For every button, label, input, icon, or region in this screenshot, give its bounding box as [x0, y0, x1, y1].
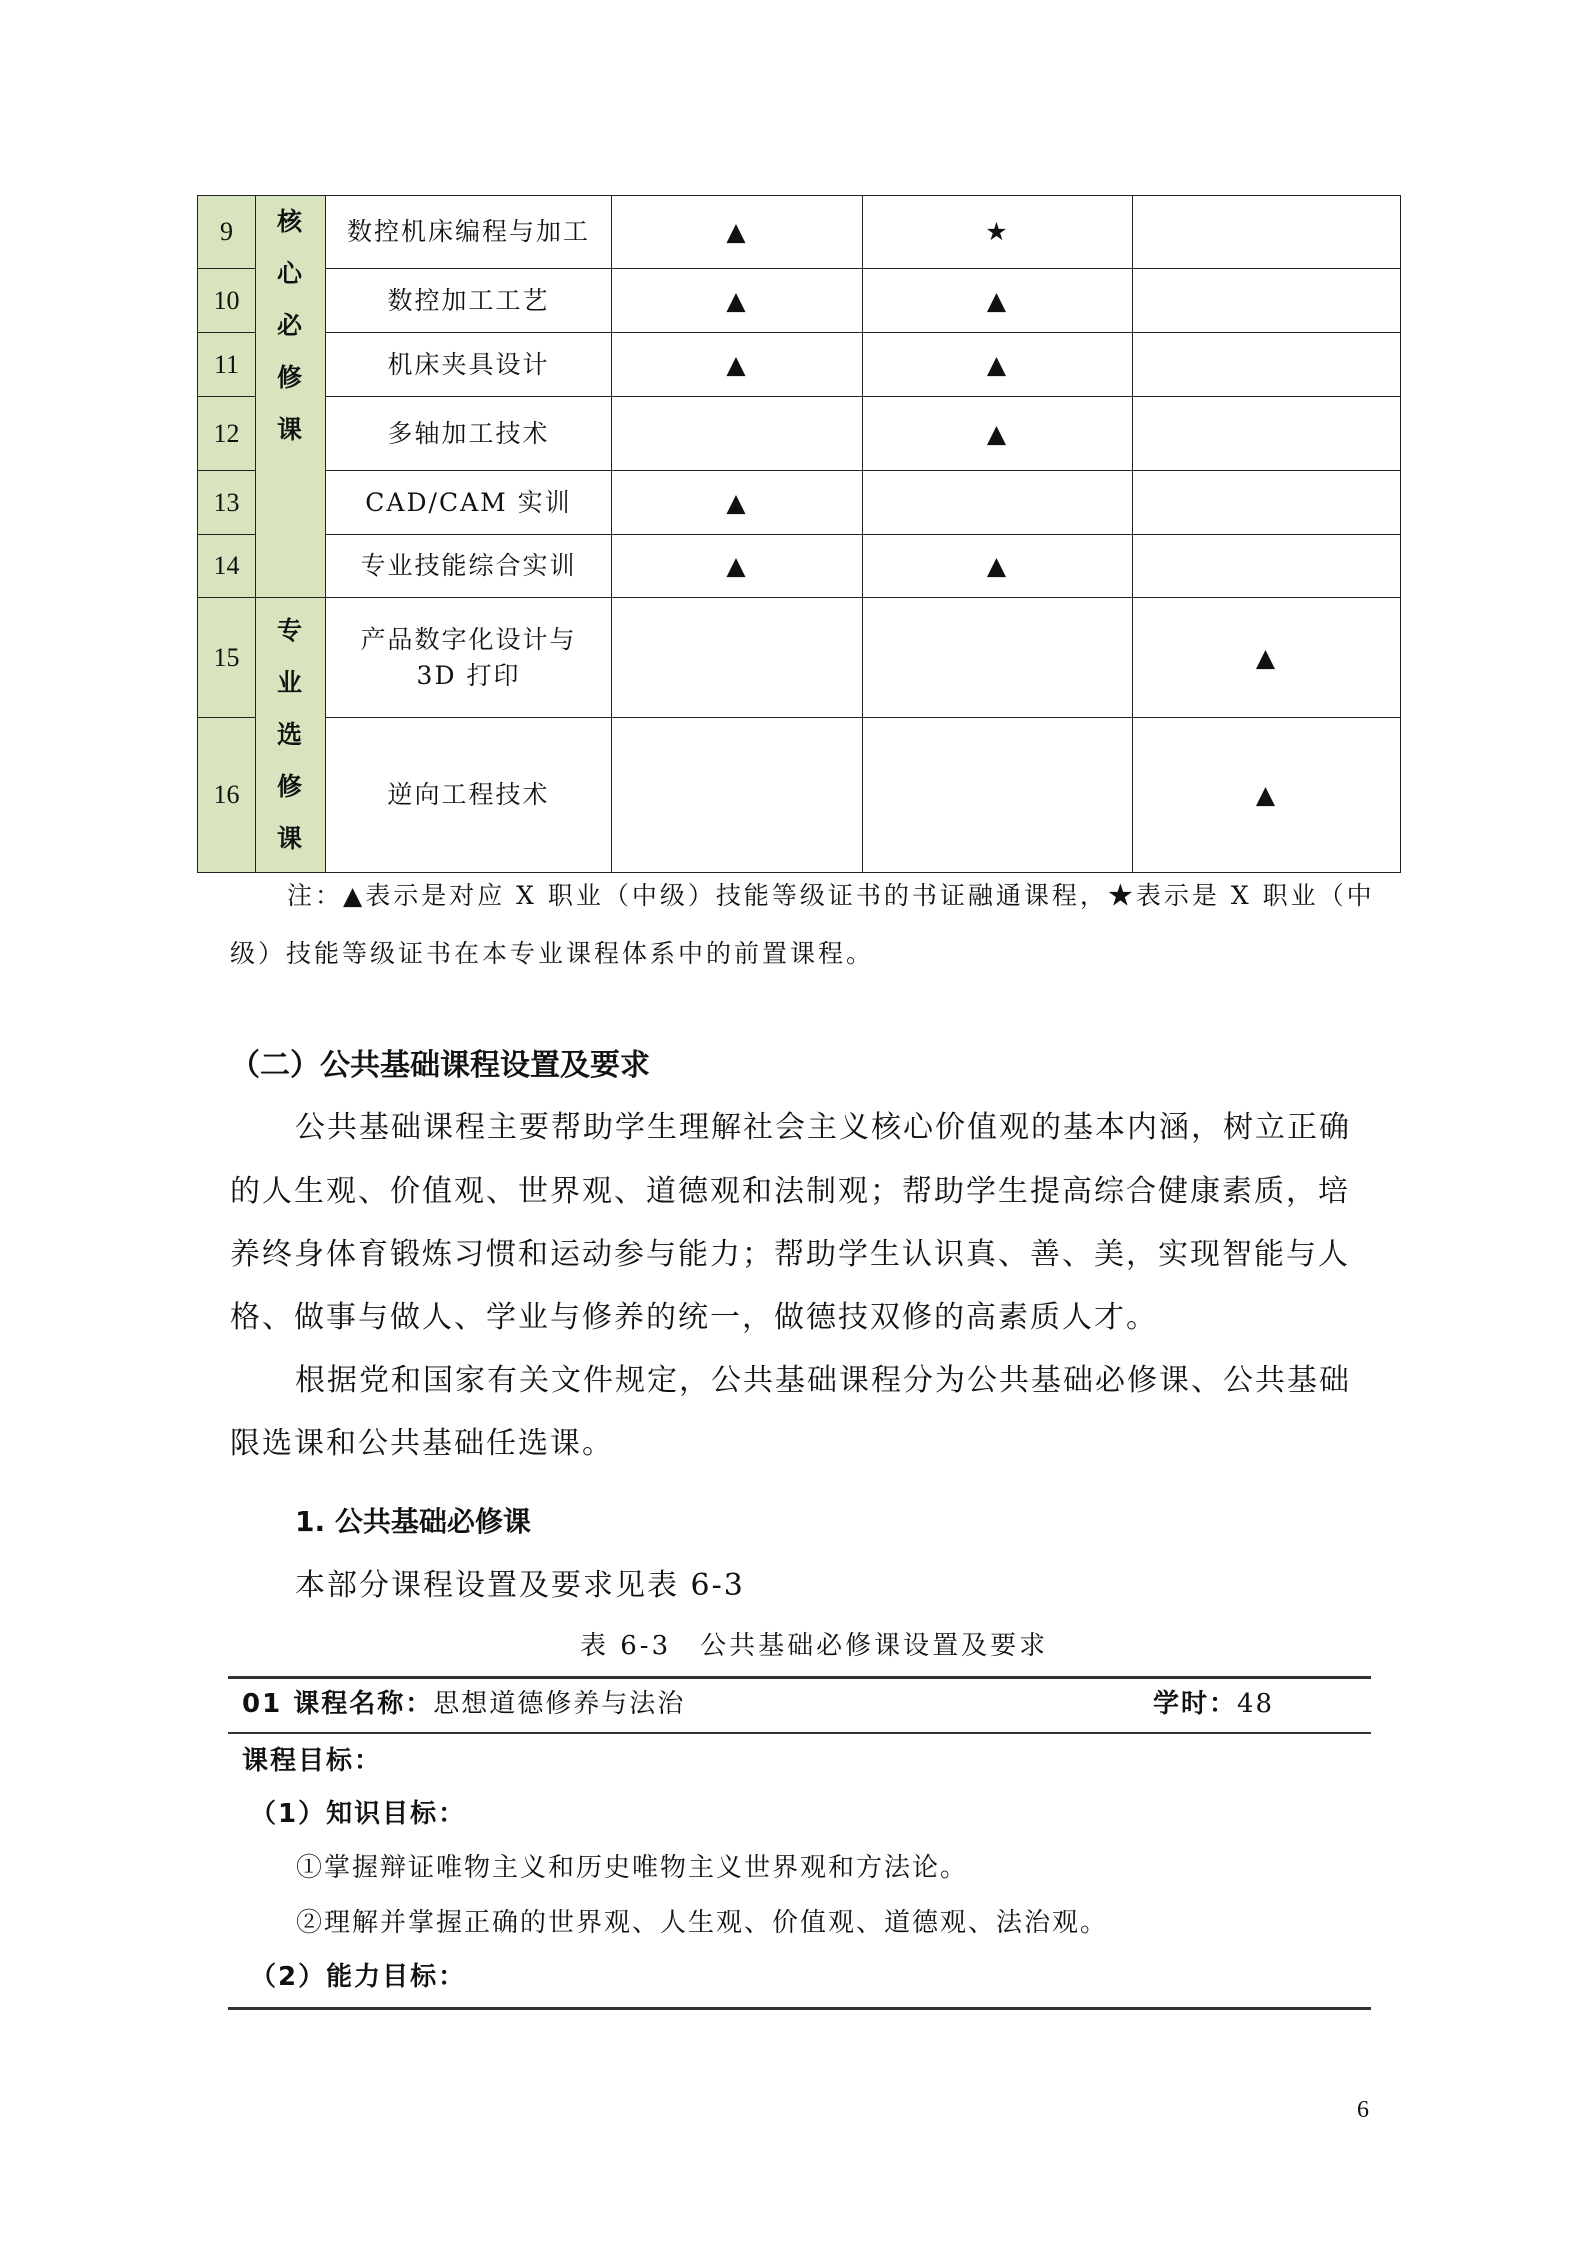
mark-cell [1133, 196, 1401, 269]
category-core-cell [256, 196, 326, 598]
category-char: 心 [276, 259, 304, 288]
category-char: 修 [276, 363, 304, 392]
category-char: 业 [276, 668, 304, 697]
row-number: 15 [198, 598, 256, 718]
top-rule [228, 1676, 1371, 1679]
goals-label: 课程目标： [242, 1746, 383, 1776]
mark-cell: ▲ [612, 269, 863, 333]
mark-cell: ▲ [863, 269, 1133, 333]
category-char: 核 [276, 207, 304, 236]
mark-cell [863, 718, 1133, 873]
course-name-value: 思想道德修养与法治 [433, 1689, 686, 1719]
page-number: 6 [1357, 2097, 1369, 2123]
paragraph-line: 的人生观、价值观、世界观、道德观和法制观；帮助学生提高综合健康素质，培 [230, 1174, 1350, 1209]
course-name: 多轴加工技术 [326, 397, 612, 471]
table-row [198, 397, 1401, 471]
hours-label: 学时： [1153, 1689, 1238, 1719]
course-name-label: 01 课程名称： [242, 1689, 434, 1719]
category-char: 必 [276, 311, 304, 340]
mark-cell: ▲ [863, 397, 1133, 471]
table-row [198, 535, 1401, 598]
paragraph-line: 养终身体育锻炼习惯和运动参与能力；帮助学生认识真、善、美，实现智能与人 [230, 1237, 1350, 1272]
row-number: 12 [198, 397, 256, 471]
course-table [197, 195, 1401, 873]
mark-cell [612, 718, 863, 873]
table-row [198, 269, 1401, 333]
row-number: 14 [198, 535, 256, 598]
mark-cell: ▲ [1133, 718, 1401, 873]
knowledge-goals-label: （1）知识目标： [250, 1799, 467, 1829]
course-name: CAD/CAM 实训 [326, 471, 612, 535]
mark-cell: ▲ [612, 196, 863, 269]
table-note-line2: 级）技能等级证书在本专业课程体系中的前置课程。 [230, 939, 875, 968]
category-char: 选 [276, 720, 304, 749]
row-number: 10 [198, 269, 256, 333]
table-row [198, 196, 1401, 269]
table-caption: 表 6-3 公共基础必修课设置及要求 [580, 1631, 1049, 1661]
course-name-line: 3D 打印 [416, 660, 521, 690]
course-name: 专业技能综合实训 [326, 535, 612, 598]
mark-cell: ★ [863, 196, 1133, 269]
category-elective-cell [256, 598, 326, 873]
mark-cell [1133, 333, 1401, 397]
course-name: 机床夹具设计 [326, 333, 612, 397]
row-number: 11 [198, 333, 256, 397]
table-note-line1: 注：▲表示是对应 X 职业（中级）技能等级证书的书证融通课程，★表示是 X 职业（中 [287, 881, 1375, 910]
subheading: 1. 公共基础必修课 [295, 1505, 531, 1538]
mark-cell [1133, 397, 1401, 471]
mark-cell [612, 598, 863, 718]
mark-cell: ▲ [612, 333, 863, 397]
ability-goals-label: （2）能力目标： [250, 1962, 467, 1992]
paragraph-line: 公共基础课程主要帮助学生理解社会主义核心价值观的基本内涵，树立正确 [295, 1110, 1351, 1145]
mark-cell: ▲ [863, 535, 1133, 598]
row-number: 13 [198, 471, 256, 535]
mark-cell [612, 397, 863, 471]
category-char: 专 [276, 616, 304, 645]
knowledge-item: ②理解并掌握正确的世界观、人生观、价值观、道德观、法治观。 [296, 1908, 1109, 1938]
table-row [198, 471, 1401, 535]
mark-cell [1133, 471, 1401, 535]
table-row [198, 333, 1401, 397]
mark-cell: ▲ [1133, 598, 1401, 718]
category-char: 修 [276, 772, 304, 801]
bottom-rule [228, 2007, 1371, 2010]
course-name: 数控加工工艺 [326, 269, 612, 333]
mark-cell: ▲ [612, 471, 863, 535]
mark-cell: ▲ [612, 535, 863, 598]
course-name [326, 598, 612, 718]
course-name-row [242, 1683, 685, 1720]
row-number: 16 [198, 718, 256, 873]
paragraph-line: 格、做事与做人、学业与修养的统一，做德技双修的高素质人才。 [230, 1300, 1158, 1335]
knowledge-item: ①掌握辩证唯物主义和历史唯物主义世界观和方法论。 [296, 1853, 969, 1883]
mark-cell [863, 598, 1133, 718]
course-name-line: 产品数字化设计与 [360, 624, 577, 654]
category-char: 课 [276, 415, 304, 444]
paragraph-line: 限选课和公共基础任选课。 [230, 1426, 614, 1461]
section-heading: （二）公共基础课程设置及要求 [230, 1048, 650, 1083]
hours-row [1153, 1683, 1274, 1720]
paragraph-line: 根据党和国家有关文件规定，公共基础课程分为公共基础必修课、公共基础 [295, 1363, 1351, 1398]
mark-cell [863, 471, 1133, 535]
category-char: 课 [276, 824, 304, 853]
table-row [198, 598, 1401, 718]
row-divider [228, 1732, 1371, 1734]
course-name: 数控机床编程与加工 [326, 196, 612, 269]
row-number: 9 [198, 196, 256, 269]
mark-cell [1133, 535, 1401, 598]
mark-cell [1133, 269, 1401, 333]
mark-cell: ▲ [863, 333, 1133, 397]
hours-value: 48 [1237, 1689, 1275, 1719]
table-row [198, 718, 1401, 873]
table-intro: 本部分课程设置及要求见表 6-3 [295, 1568, 745, 1603]
course-name: 逆向工程技术 [326, 718, 612, 873]
